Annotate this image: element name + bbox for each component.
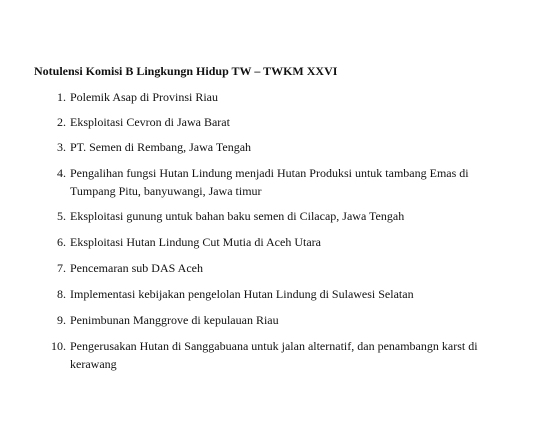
list-item-text: Pengerusakan Hutan di Sanggabuana untuk jalan alternatif, dan penambangn karst di kerawang	[70, 339, 478, 371]
list-item-number: 2.	[57, 115, 66, 129]
document-title: Notulensi Komisi B Lingkungn Hidup TW – TWKM XXVI	[34, 64, 338, 78]
list-item-number: 10.	[51, 339, 66, 353]
list-item-text: Polemik Asap di Provinsi Riau	[70, 90, 219, 104]
list-item-text: Pengalihan fungsi Hutan Lindung menjadi Hutan Produksi untuk tambang Emas di Tumpang Pitu, banyuwangi, Jawa timur	[70, 166, 469, 198]
list-item-text: Eksploitasi Hutan Lindung Cut Mutia di Aceh Utara	[70, 235, 321, 249]
list-item-number: 6.	[57, 235, 66, 249]
list-item-number: 7.	[57, 261, 66, 275]
list-item-text: Implementasi kebijakan pengelolan Hutan Lindung di Sulawesi Selatan	[70, 287, 414, 301]
list-item-number: 1.	[57, 90, 66, 104]
list-item-number: 5.	[57, 209, 66, 223]
list-item-number: 9.	[57, 313, 66, 327]
list-item-text: PT. Semen di Rembang, Jawa Tengah	[70, 140, 252, 154]
list-item-text: Penimbunan Manggrove di kepulauan Riau	[70, 313, 279, 327]
list-item-number: 3.	[57, 140, 66, 154]
list-item-text: Eksploitasi gunung untuk bahan baku semen di Cilacap, Jawa Tengah	[70, 209, 405, 223]
list-item-number: 8.	[57, 287, 66, 301]
list-item-text: Pencemaran sub DAS Aceh	[70, 261, 203, 275]
list-item-text: Eksploitasi Cevron di Jawa Barat	[70, 115, 230, 129]
list-item-number: 4.	[57, 166, 66, 180]
